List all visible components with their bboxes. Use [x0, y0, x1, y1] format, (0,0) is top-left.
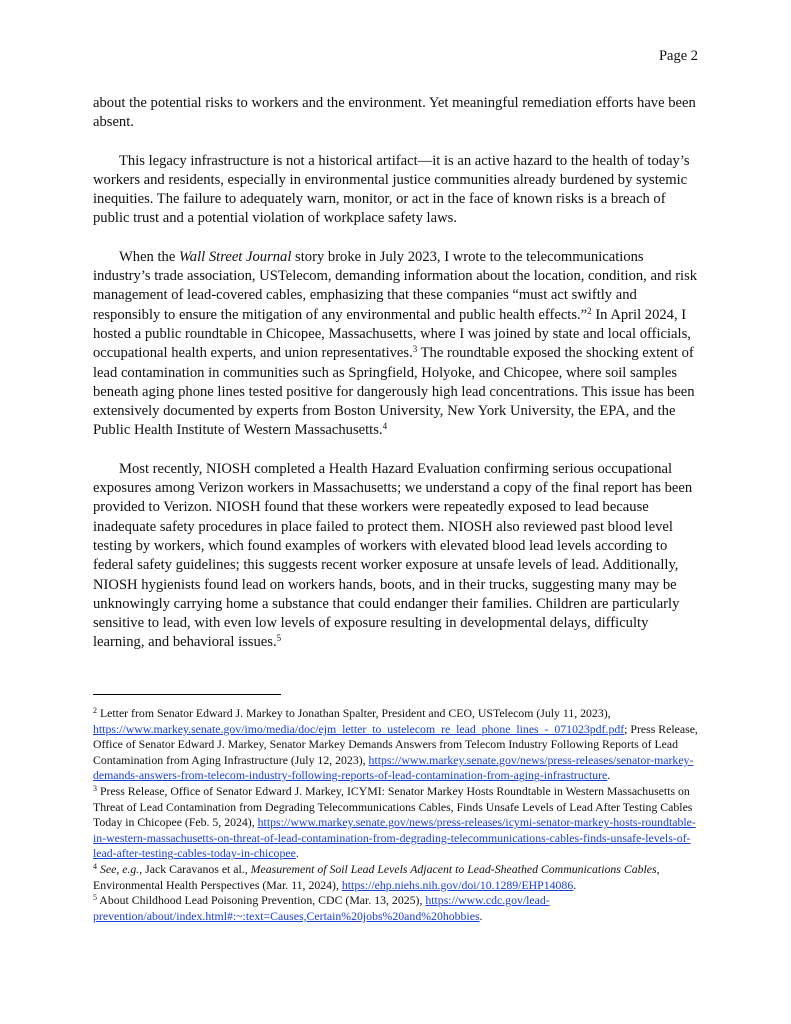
footnote-5 [93, 893, 705, 924]
footnote-number: 4 [93, 861, 97, 871]
footnote-number: 2 [93, 706, 97, 715]
paragraph-text: story broke in July 2023, I wrote to the telecommunications industry’s trade association, USTelecom, demanding information about the location, condition, and risk management of lead-covered cables, emphasizing that these companies “must act swiftly and responsibly to ensure the mitigation of any environmental and public health effects.” [93, 248, 698, 323]
footnote-link[interactable]: https://www.markey.senate.gov/news/press-releases/icymi-senator-markey-hosts-roundtable-in-western-massachusetts-on-threat-of-lead-contamination-from-degrading-telecommunications-cables-finds-unsafe-levels-of-lead-after-testing-cables-today-in-chicopee [93, 815, 696, 861]
footnote-text: Press Release, Office of Senator Edward J. Markey, ICYMI: Senator Markey Hosts Roundtable in Western Massachusetts on Threat of Lead Contamination from Degrading Telecommunications Cables, Finds Unsafe Levels of Lead After Testing Cables Today in Chicopee (Feb. 5, 2024), [93, 783, 693, 830]
footnote-signal: See, e.g. [97, 861, 140, 876]
paragraph-text: The roundtable exposed the shocking extent of lead contamination in communities such as Springfield, Holyoke, and Chicopee, where soil samples beneath aging phone lines tested positive for dangerously high lead concentrations. This issue has been extensively documented by experts from Boston University, New York University, the EPA, and the Public Health Institute of Western Massachusetts. [93, 345, 695, 439]
footnote-text: , Environmental Health Perspectives (Mar. 11, 2024), [93, 861, 660, 892]
footnote-link[interactable]: https://ehp.niehs.nih.gov/doi/10.1289/EHP14086 [341, 877, 574, 892]
footnote-ref-2[interactable]: 2 [587, 305, 592, 316]
footnote-text: . [607, 768, 611, 783]
footnote-link[interactable]: https://www.cdc.gov/lead-prevention/about/index.html#:~:text=Causes,Certain%20jobs%20and%20hobbies [93, 893, 550, 923]
footnote-text: . [573, 877, 577, 892]
paragraph-text: In April 2024, I hosted a public roundtable in Chicopee, Massachusetts, where I was joined by state and local officials, occupational health experts, and union representatives. [93, 306, 691, 362]
paragraph-niosh [93, 460, 699, 653]
footnote-divider [93, 694, 281, 695]
footnote-link[interactable]: https://www.markey.senate.gov/imo/media/doc/ejm_letter_to_ustelecom_re_lead_phone_lines_-_071023pdf.pdf [93, 721, 625, 736]
paragraph-remediation [93, 94, 699, 133]
footnote-ref-3[interactable]: 3 [412, 344, 418, 355]
footnote-4 [93, 862, 705, 893]
paragraph-text: This legacy infrastructure is not a historical artifact—it is an active hazard to the health of today’s workers and residents, especially in environmental justice communities already burdened by systemic inequities. The failure to adequately warn, monitor, or act in the face of known risks is a breach of public trust and a potential violation of workplace safety laws. [93, 152, 690, 227]
footnote-ref-4[interactable]: 4 [382, 421, 388, 432]
footnote-text: Letter from Senator Edward J. Markey to Jonathan Spalter, President and CEO, USTelecom (July 11, 2023), [97, 706, 611, 720]
footnotes [93, 706, 705, 924]
paragraph-text: about the potential risks to workers and the environment. Yet meaningful remediation efforts have been absent. [93, 95, 696, 131]
page-number: Page 2 [658, 48, 698, 64]
letter-body [93, 94, 699, 672]
footnote-text: About Childhood Lead Poisoning Prevention, CDC (Mar. 13, 2025), [97, 893, 426, 908]
footnote-3 [93, 784, 705, 862]
footnote-number: 5 [93, 893, 97, 903]
footnote-text: . [295, 846, 299, 861]
publication-title: Wall Street Journal [178, 248, 292, 265]
footnote-text: , Jack Caravanos et al., [139, 861, 251, 876]
footnote-text: . [479, 908, 483, 923]
footnote-number: 3 [93, 783, 97, 793]
paragraph-text: Most recently, NIOSH completed a Health Hazard Evaluation confirming serious occupational exposures among Verizon workers in Massachusetts; we understand a copy of the final report has been provided to Verizon. NIOSH found that these workers were repeatedly exposed to lead because inadequate safety procedures in place failed to protect them. NIOSH also reviewed past blood level testing by workers, which found examples of workers with elevated blood lead levels according to federal safety guidelines; this suggests recent worker exposure at unsafe levels of lead. Additionally, NIOSH hygienists found lead on workers hands, boots, and in their trucks, suggesting many may be unknowingly carrying home a substance that could endanger their families. Children are particularly sensitive to lead, with even low levels of exposure resulting in developmental delays, difficulty learning, and behavioral issues. [93, 460, 693, 651]
footnote-link[interactable]: https://www.markey.senate.gov/news/press-releases/senator-markey-demands-answers-from-telecom-industry-following-reports-of-lead-contamination-from-aging-infrastructure [93, 752, 694, 783]
footnote-text: ; Press Release, Office of Senator Edward J. Markey, Senator Markey Demands Answers from Telecom Industry Following Reports of Lead Contamination from Aging Infrastructure (July 12, 2023), [93, 721, 698, 767]
article-title: Measurement of Soil Lead Levels Adjacent to Lead-Sheathed Communications Cables [250, 861, 657, 876]
footnote-ref-5[interactable]: 5 [276, 633, 282, 644]
paragraph-wsj-story [93, 248, 699, 441]
paragraph-text: When the [119, 248, 179, 265]
footnote-2 [93, 706, 705, 784]
paragraph-legacy-infrastructure [93, 152, 699, 229]
